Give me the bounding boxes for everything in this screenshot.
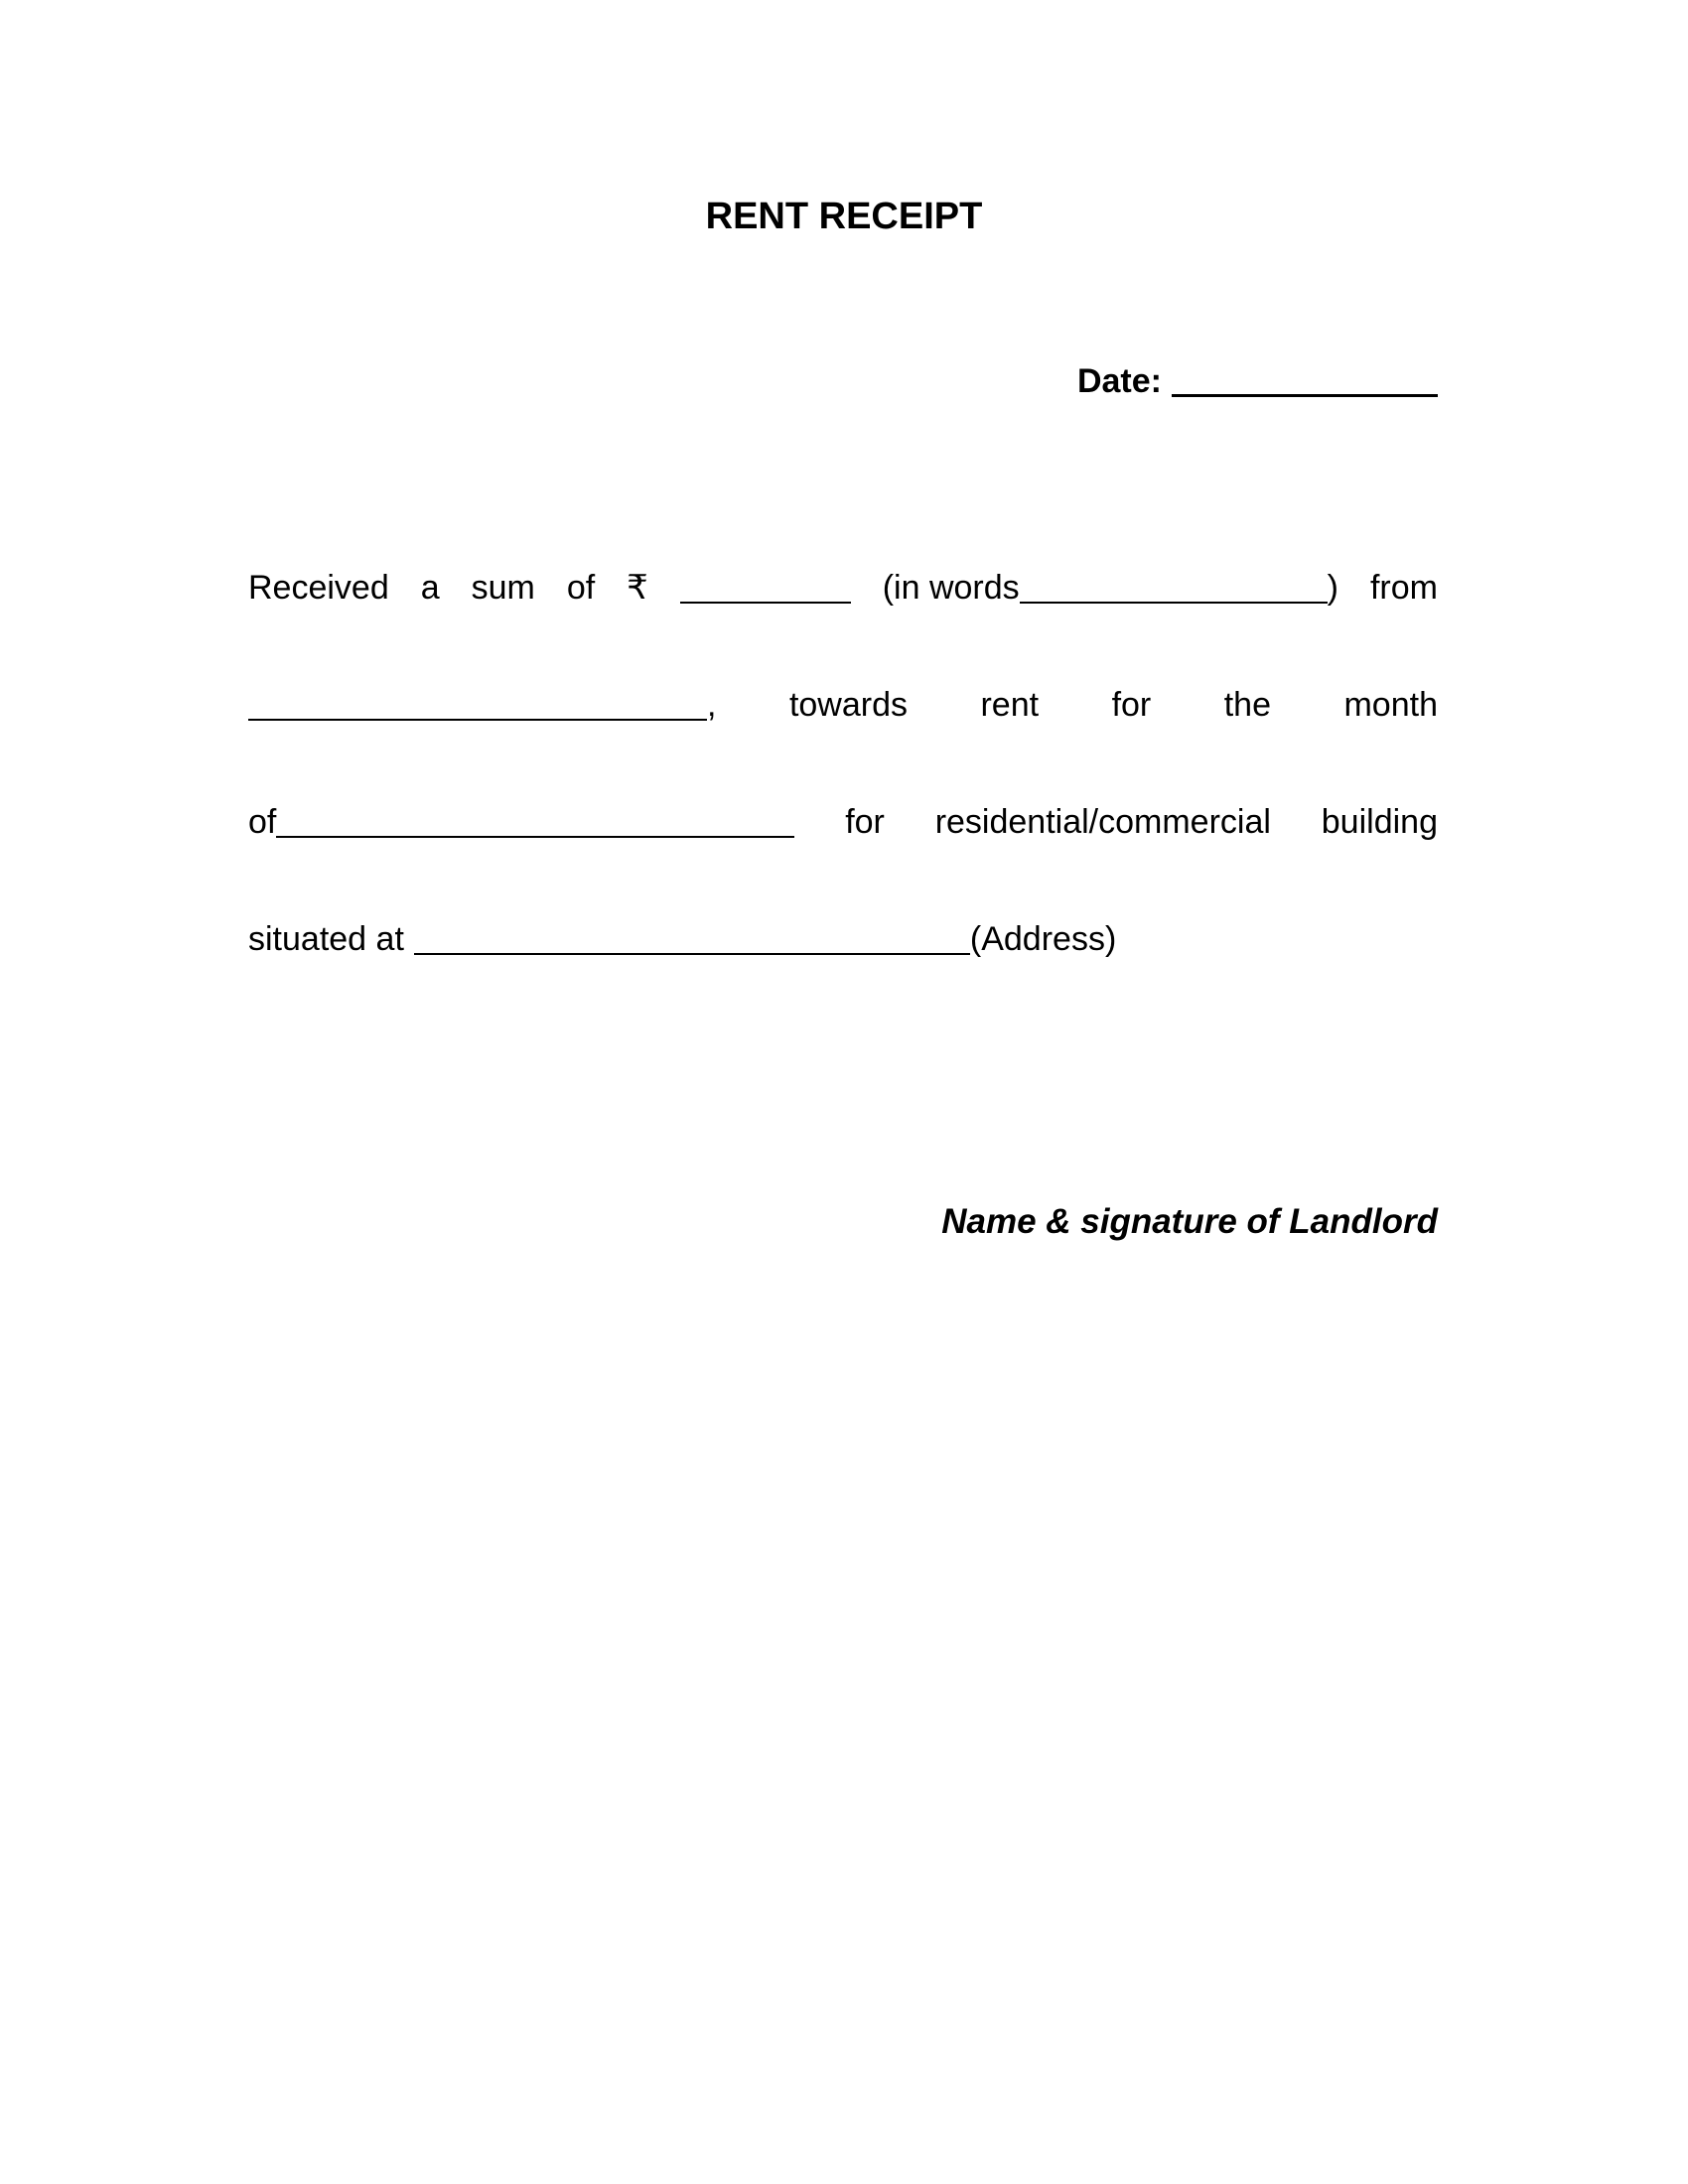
month-blank[interactable] (276, 808, 794, 838)
word: sum (471, 569, 535, 607)
comma: , (707, 686, 717, 724)
word: month (1343, 686, 1438, 724)
word: from (1369, 569, 1438, 607)
address-blank[interactable] (414, 925, 970, 955)
word: Received (248, 569, 389, 607)
word: for (1111, 686, 1152, 724)
word: towards (788, 686, 908, 724)
word: building (1321, 803, 1438, 841)
body-line-4 (248, 919, 1438, 959)
date-label: Date: (1076, 362, 1162, 400)
word: for (845, 803, 885, 841)
landlord-signature-label: Name & signature of Landlord (941, 1202, 1438, 1241)
word: rent (980, 686, 1040, 724)
document-title: RENT RECEIPT (705, 196, 983, 237)
in-words-label: (in words (882, 569, 1020, 607)
amount-in-words-blank[interactable] (1020, 574, 1328, 604)
word: of (566, 569, 596, 607)
word: of (248, 803, 277, 841)
rupee-symbol: ₹ (627, 569, 648, 607)
payer-name-blank[interactable] (248, 691, 707, 721)
word: residential/commercial (934, 803, 1271, 841)
body-line-1 (248, 568, 1438, 608)
payer-group (248, 685, 716, 725)
amount-blank[interactable] (680, 574, 851, 604)
date-field (1077, 361, 1438, 401)
month-group (248, 802, 794, 842)
close-paren: ) (1327, 569, 1338, 607)
word: a (420, 569, 440, 607)
body-line-3 (248, 802, 1438, 842)
in-words-group (883, 568, 1338, 608)
situated-label: situated at (248, 920, 404, 958)
word: the (1223, 686, 1271, 724)
body-line-2 (248, 685, 1438, 725)
address-label: (Address) (969, 920, 1117, 958)
date-blank[interactable] (1172, 364, 1438, 397)
